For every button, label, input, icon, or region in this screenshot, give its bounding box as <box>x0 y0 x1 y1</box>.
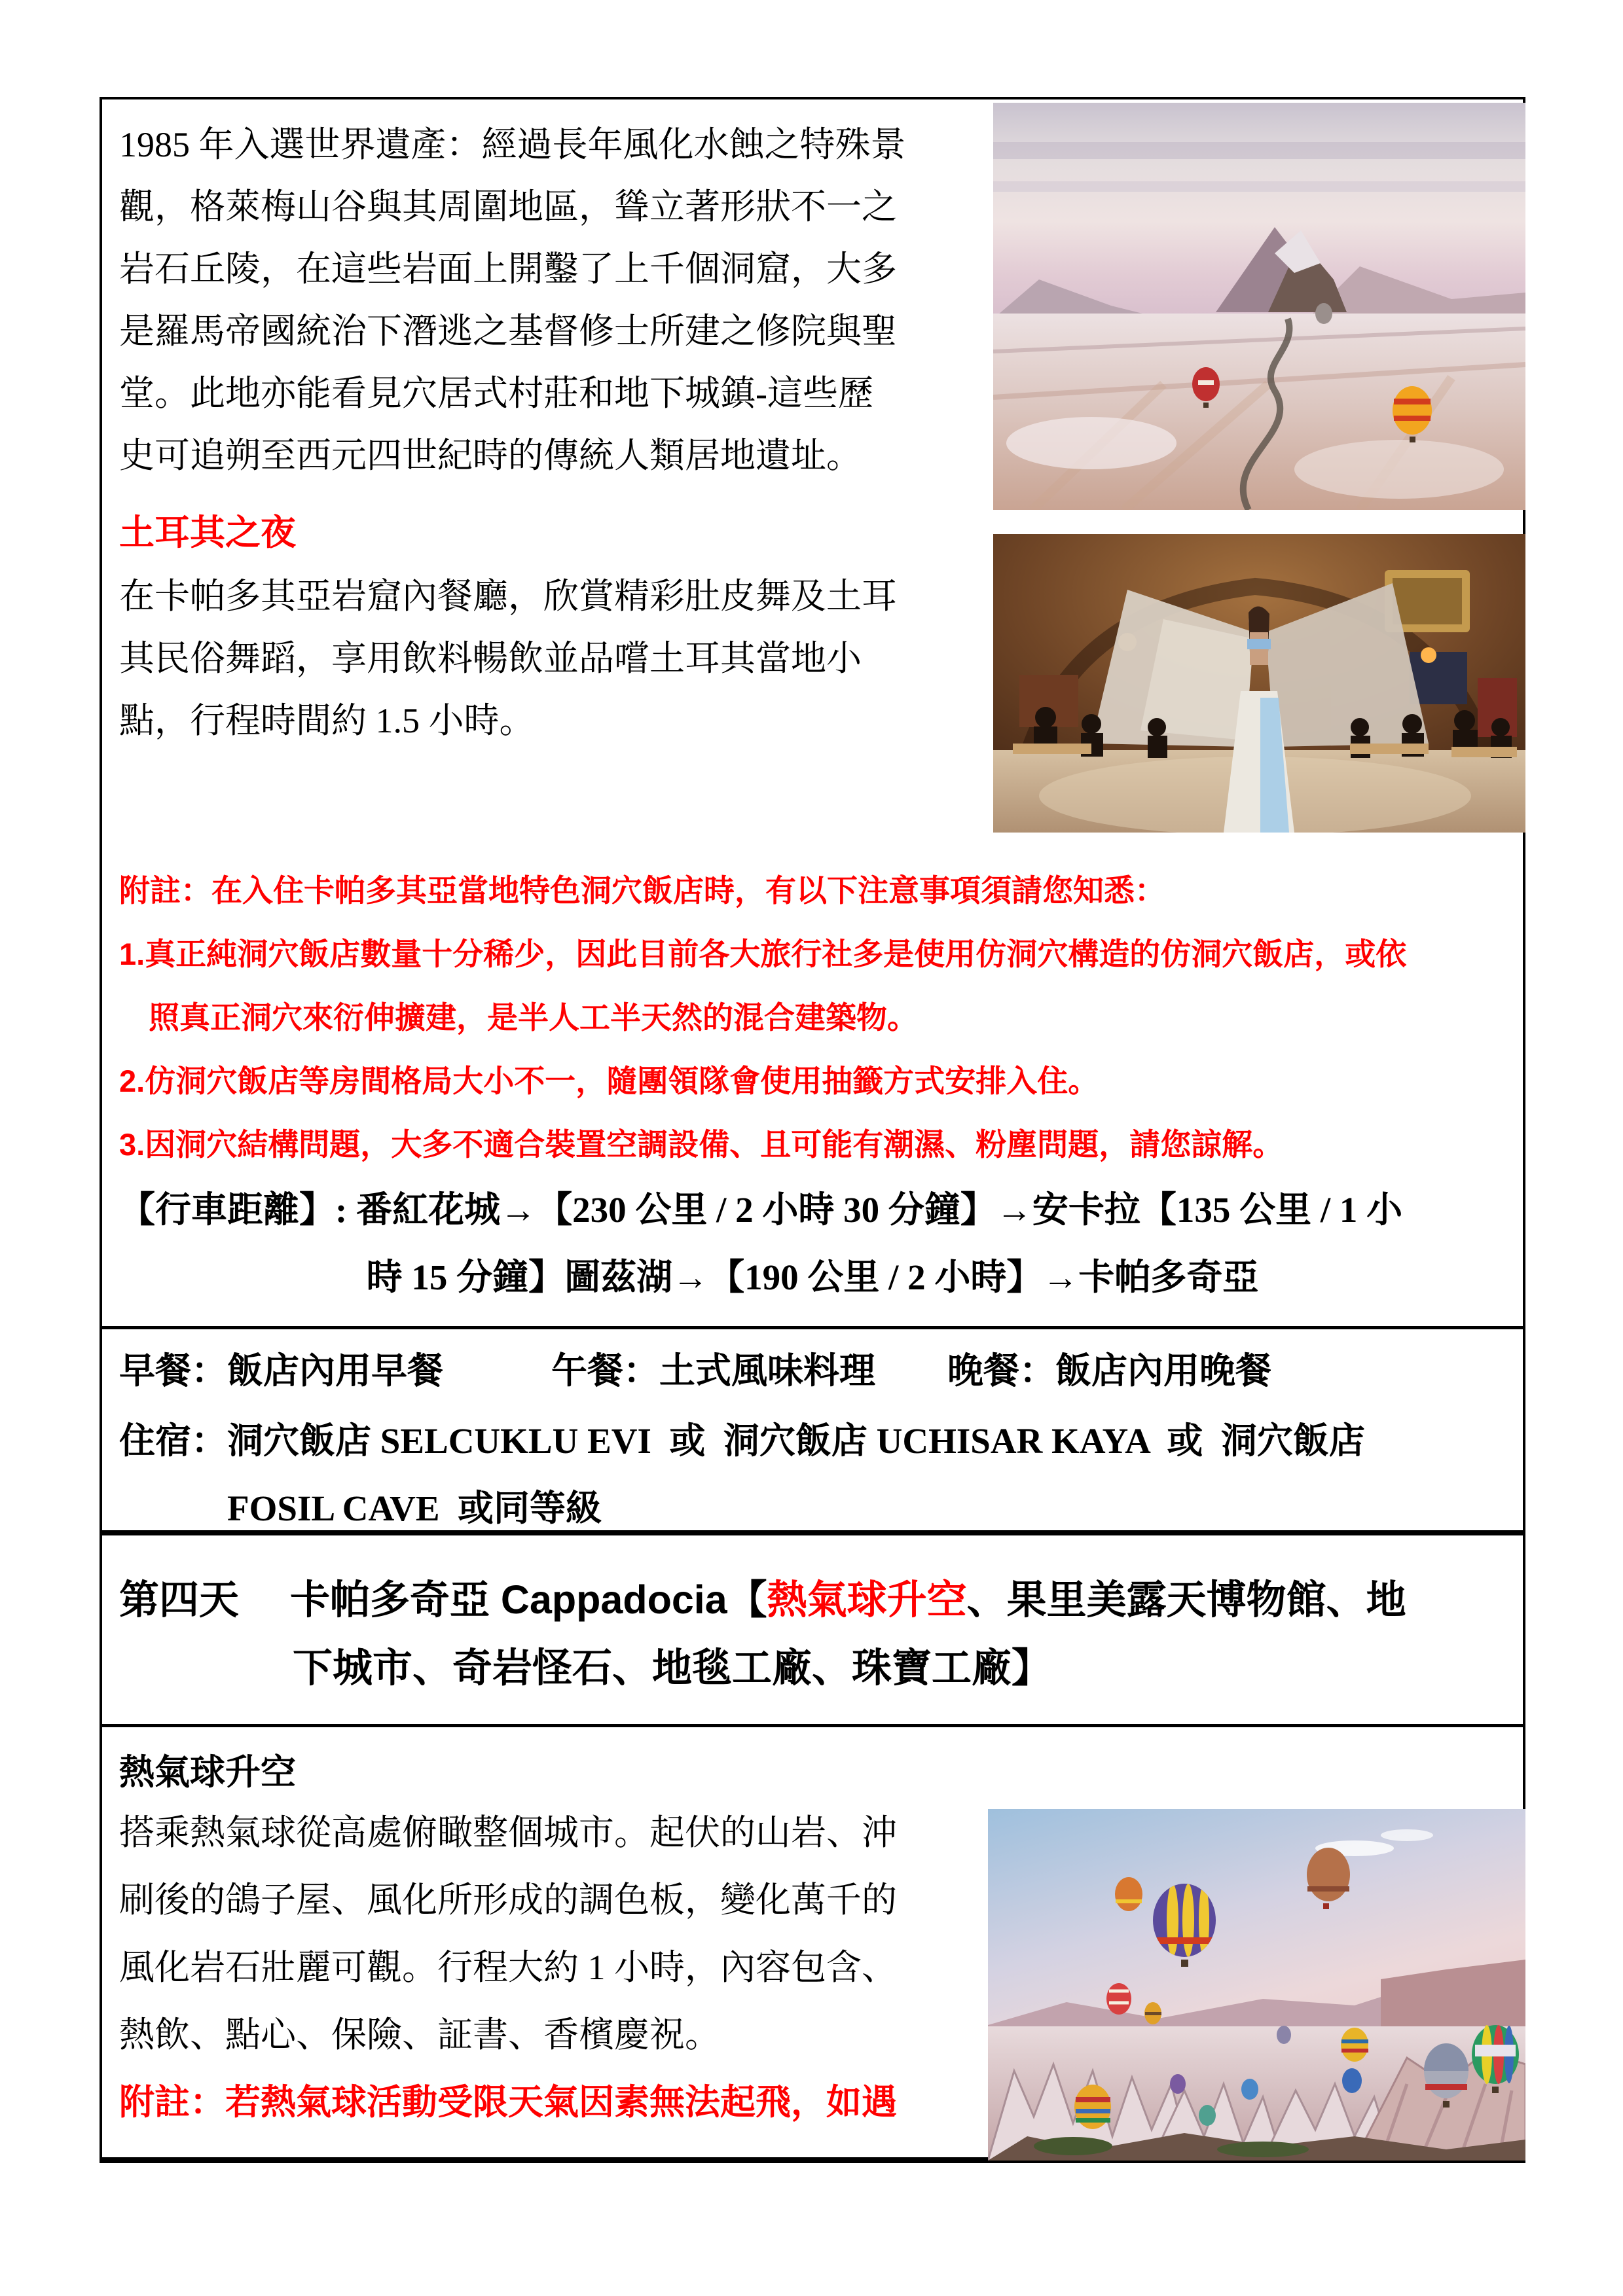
photo-belly-dancer <box>993 534 1525 833</box>
paragraph-line: 岩石丘陵，在這些岩面上開鑿了上千個洞窟，大多 <box>119 249 897 289</box>
paragraph-line: 點，行程時間約 1.5 小時。 <box>119 701 535 740</box>
driving-distance-line: 【行車距離】: 番紅花城→【230 公里 / 2 小時 30 分鐘】→安卡拉【135 公里 / 1 小 <box>119 1190 1403 1230</box>
day4-prefix: 第四天 卡帕多奇亞 Cappadocia【 <box>119 1577 767 1622</box>
note-line: 附註：在入住卡帕多其亞當地特色洞穴飯店時，有以下注意事項須請您知悉： <box>119 873 1165 908</box>
turkish-night-heading: 土耳其之夜 <box>119 513 296 552</box>
paragraph-line: 風化岩石壯麗可觀。行程大約 1 小時，內容包含、 <box>119 1948 897 1987</box>
paragraph-line: 其民俗舞蹈，享用飲料暢飲並品嚐土耳其當地小 <box>119 639 862 678</box>
row-divider <box>102 1724 1523 1727</box>
photo-snowy-cappadocia-art <box>993 103 1525 510</box>
balloon-note-line: 附註：若熱氣球活動受限天氣因素無法起飛，如遇 <box>119 2083 897 2122</box>
photo-belly-dancer-art <box>993 534 1525 833</box>
itinerary-table <box>100 97 1525 2163</box>
day4-suffix: 、果里美露天博物館、地 <box>966 1577 1406 1622</box>
note-line: 3.因洞穴結構問題，大多不適合裝置空調設備、且可能有潮濕、粉塵問題，請您諒解。 <box>119 1127 1284 1162</box>
paragraph-line: 熱飲、點心、保險、証書、香檳慶祝。 <box>119 2015 720 2054</box>
day4-title-line <box>119 1566 1406 1634</box>
note-line: 1.真正純洞穴飯店數量十分稀少，因此目前各大旅行社多是使用仿洞穴構造的仿洞穴飯店，或依 <box>119 937 1407 971</box>
driving-distance-line: 時 15 分鐘】圖茲湖→【190 公里 / 2 小時】→卡帕多奇亞 <box>366 1257 1259 1297</box>
paragraph-line: 在卡帕多其亞岩窟內餐廳，欣賞精彩肚皮舞及土耳 <box>119 577 897 616</box>
paragraph-line: 搭乘熱氣球從高處俯瞰整個城市。起伏的山岩、沖 <box>119 1813 897 1852</box>
row-divider <box>102 1326 1523 1329</box>
photo-balloon-valley <box>988 1809 1525 2161</box>
stay-line: 住宿：洞穴飯店 SELCUKLU EVI 或 洞穴飯店 UCHISAR KAYA 或 洞穴飯店 <box>119 1421 1365 1461</box>
stay-line: FOSIL CAVE 或同等級 <box>227 1488 602 1528</box>
paragraph-line: 觀，格萊梅山谷與其周圍地區，聳立著形狀不一之 <box>119 187 897 226</box>
paragraph-line: 刷後的鴿子屋、風化所形成的調色板，變化萬千的 <box>119 1880 897 1920</box>
note-line: 照真正洞穴來衍伸擴建，是半人工半天然的混合建築物。 <box>149 1000 918 1035</box>
row-divider <box>102 1530 1523 1535</box>
paragraph-line: 1985 年入選世界遺產：經過長年風化水蝕之特殊景 <box>119 125 906 164</box>
paragraph-line: 堂。此地亦能看見穴居式村莊和地下城鎮-這些歷 <box>119 374 873 413</box>
paragraph-line: 史可追朔至西元四世紀時的傳統人類居地遺址。 <box>119 436 862 475</box>
day4-highlight-balloon: 熱氣球升空 <box>767 1577 967 1622</box>
balloon-heading: 熱氣球升空 <box>119 1753 296 1792</box>
day4-title-line2: 下城市、奇岩怪石、地毯工廠、珠寶工廠】 <box>293 1645 1052 1690</box>
note-line: 2.仿洞穴飯店等房間格局大小不一，隨團領隊會使用抽籤方式安排入住。 <box>119 1064 1099 1098</box>
photo-balloon-valley-art <box>988 1809 1525 2161</box>
paragraph-line: 是羅馬帝國統治下潛逃之基督修士所建之修院與聖 <box>119 312 897 351</box>
meals-line: 早餐：飯店內用早餐 午餐：土式風味料理 晚餐：飯店內用晚餐 <box>119 1351 1272 1391</box>
photo-snowy-cappadocia <box>993 103 1525 510</box>
